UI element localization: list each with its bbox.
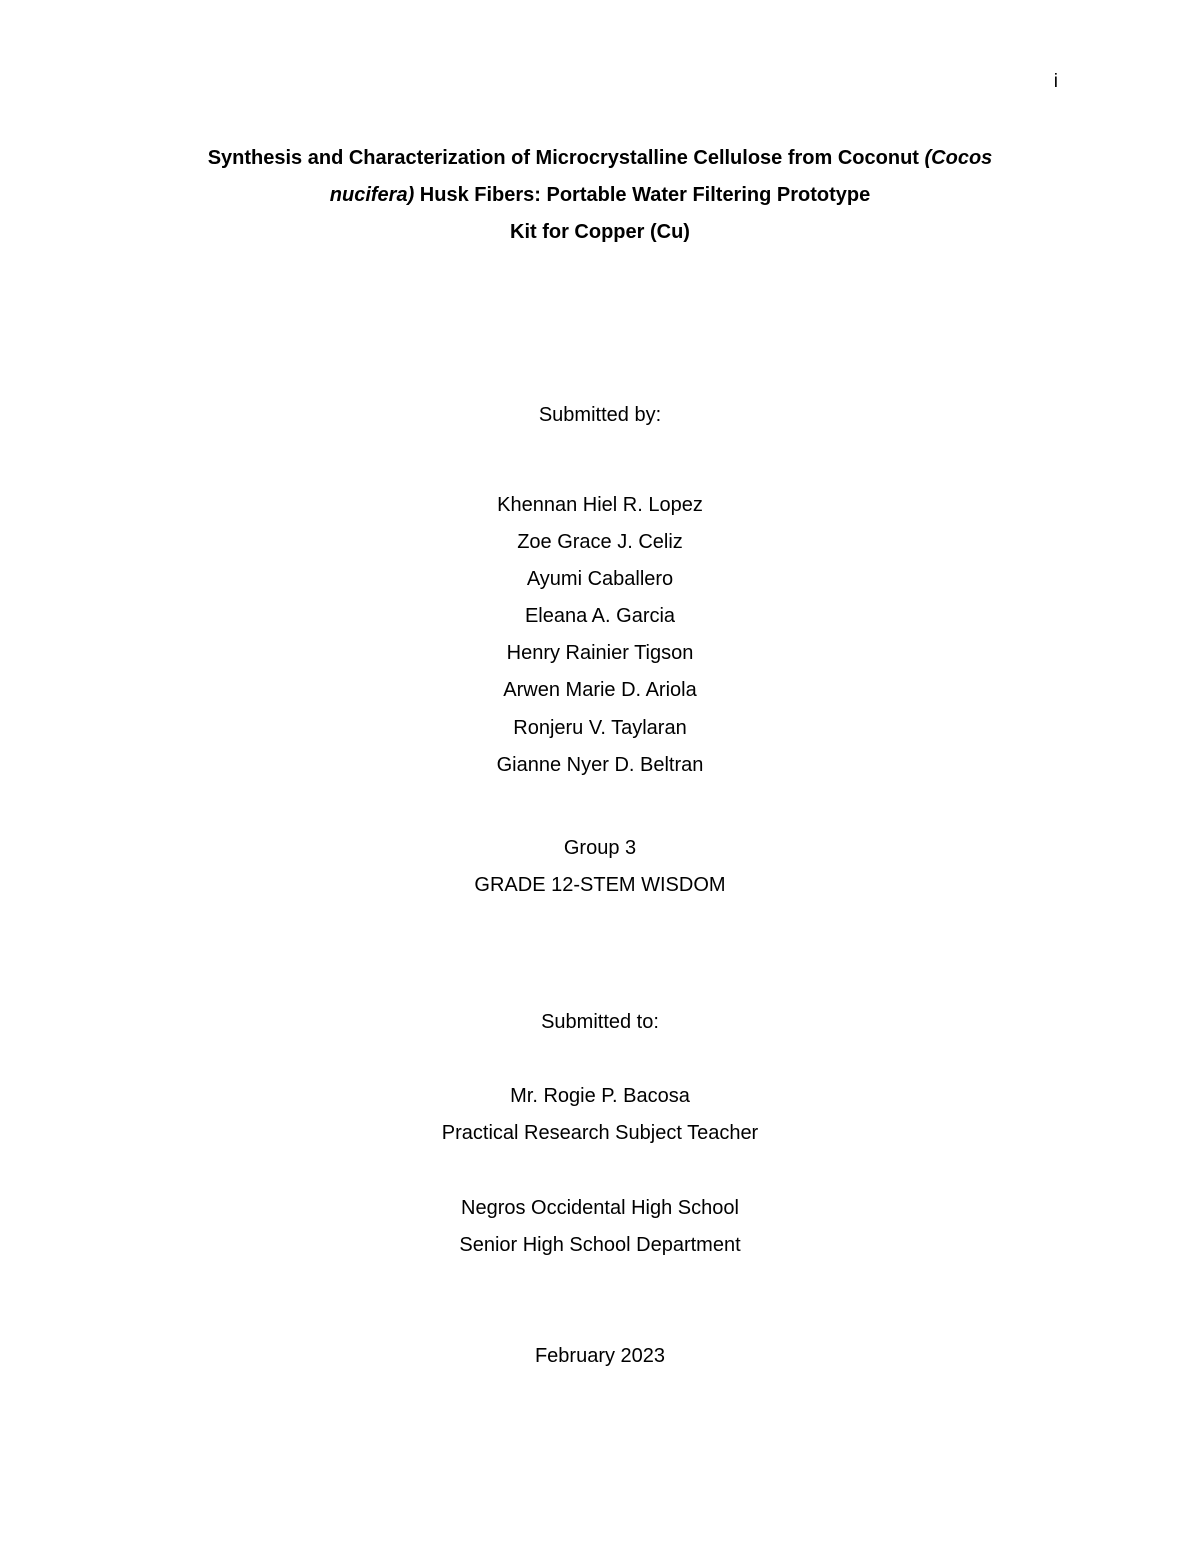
submitted-to-label: Submitted to:	[541, 1011, 659, 1033]
author-name: Arwen Marie D. Ariola	[503, 679, 697, 702]
adviser-name: Mr. Rogie P. Bacosa	[510, 1085, 690, 1107]
author-name: Gianne Nyer D. Beltran	[496, 753, 704, 776]
page-number: i	[1053, 71, 1058, 92]
section-label: GRADE 12-STEM WISDOM	[474, 874, 726, 896]
submission-date: February 2023	[534, 1345, 666, 1367]
title-species-genus: (Cocos	[924, 147, 993, 169]
title-line-2	[120, 177, 1080, 214]
title-line-3: Kit for Copper (Cu)	[510, 221, 690, 243]
adviser-role: Practical Research Subject Teacher	[441, 1122, 759, 1144]
author-name: Henry Rainier Tigson	[506, 642, 694, 665]
author-name: Khennan Hiel R. Lopez	[497, 494, 703, 516]
author-name: Ayumi Caballero	[526, 568, 674, 591]
title-species-epithet: nucifera)	[329, 184, 415, 206]
title-text-2: Husk Fibers: Portable Water Filtering Prototype	[414, 184, 871, 206]
author-name: Eleana A. Garcia	[524, 605, 676, 628]
author-name: Zoe Grace J. Celiz	[517, 531, 683, 554]
author-list	[0, 487, 1200, 784]
title-line-1	[120, 140, 1080, 177]
group-label: Group 3	[563, 837, 637, 859]
submitted-by-label: Submitted by:	[538, 404, 662, 426]
title-text-1: Synthesis and Characterization of Microcrystalline Cellulose from Coconut	[207, 147, 925, 169]
school-department: Senior High School Department	[459, 1234, 741, 1256]
author-name: Ronjeru V. Taylaran	[513, 716, 687, 739]
school-name: Negros Occidental High School	[461, 1197, 739, 1219]
document-title	[120, 140, 1080, 251]
